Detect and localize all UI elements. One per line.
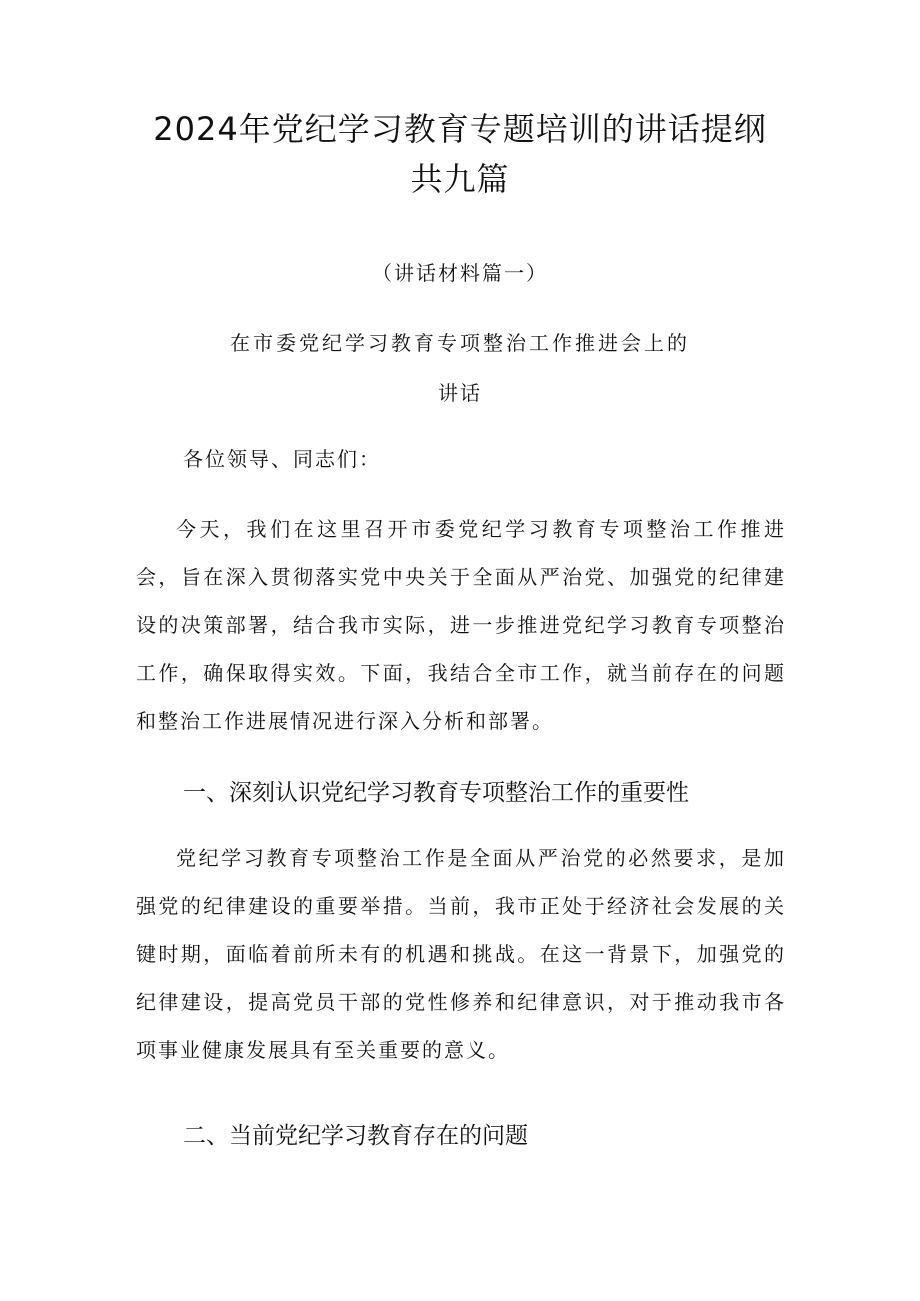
- section-heading-2: 二、当前党纪学习教育存在的问题: [183, 1123, 528, 1149]
- section-heading-1: 一、深刻认识党纪学习教育专项整治工作的重要性: [183, 780, 689, 806]
- opening-paragraph: 今天，我们在这里召开市委党纪学习教育专项整治工作推进会，旨在深入贯彻落实党中央关于全面从严治党、加强党的纪律建设的决策部署，结合我市实际，进一步推进党纪学习教育专项整治工作，确保取得实效。下面，我结合全市工作，就当前存在的问题和整治工作进展情况进行深入分析和部署。: [136, 517, 786, 733]
- section-1-paragraph: 党纪学习教育专项整治工作是全面从严治党的必然要求，是加强党的纪律建设的重要举措。当前，我市正处于经济社会发展的关键时期，面临着前所未有的机遇和挑战。在这一背景下，加强党的纪律建设，提高党员干部的党性修养和纪律意识，对于推动我市各项事业健康发展具有至关重要的意义。: [136, 846, 786, 1062]
- document-title-line-2: 共九篇: [410, 160, 510, 198]
- speech-title-line-2: 讲话: [438, 381, 482, 405]
- speech-title-line-1: 在市委党纪学习教育专项整治工作推进会上的: [230, 331, 690, 355]
- salutation: 各位领导、同志们：: [183, 447, 381, 471]
- document-title-line-1: 2024年党纪学习教育专题培训的讲话提纲: [153, 110, 767, 148]
- document-subtitle: （讲话材料篇一）: [372, 261, 548, 285]
